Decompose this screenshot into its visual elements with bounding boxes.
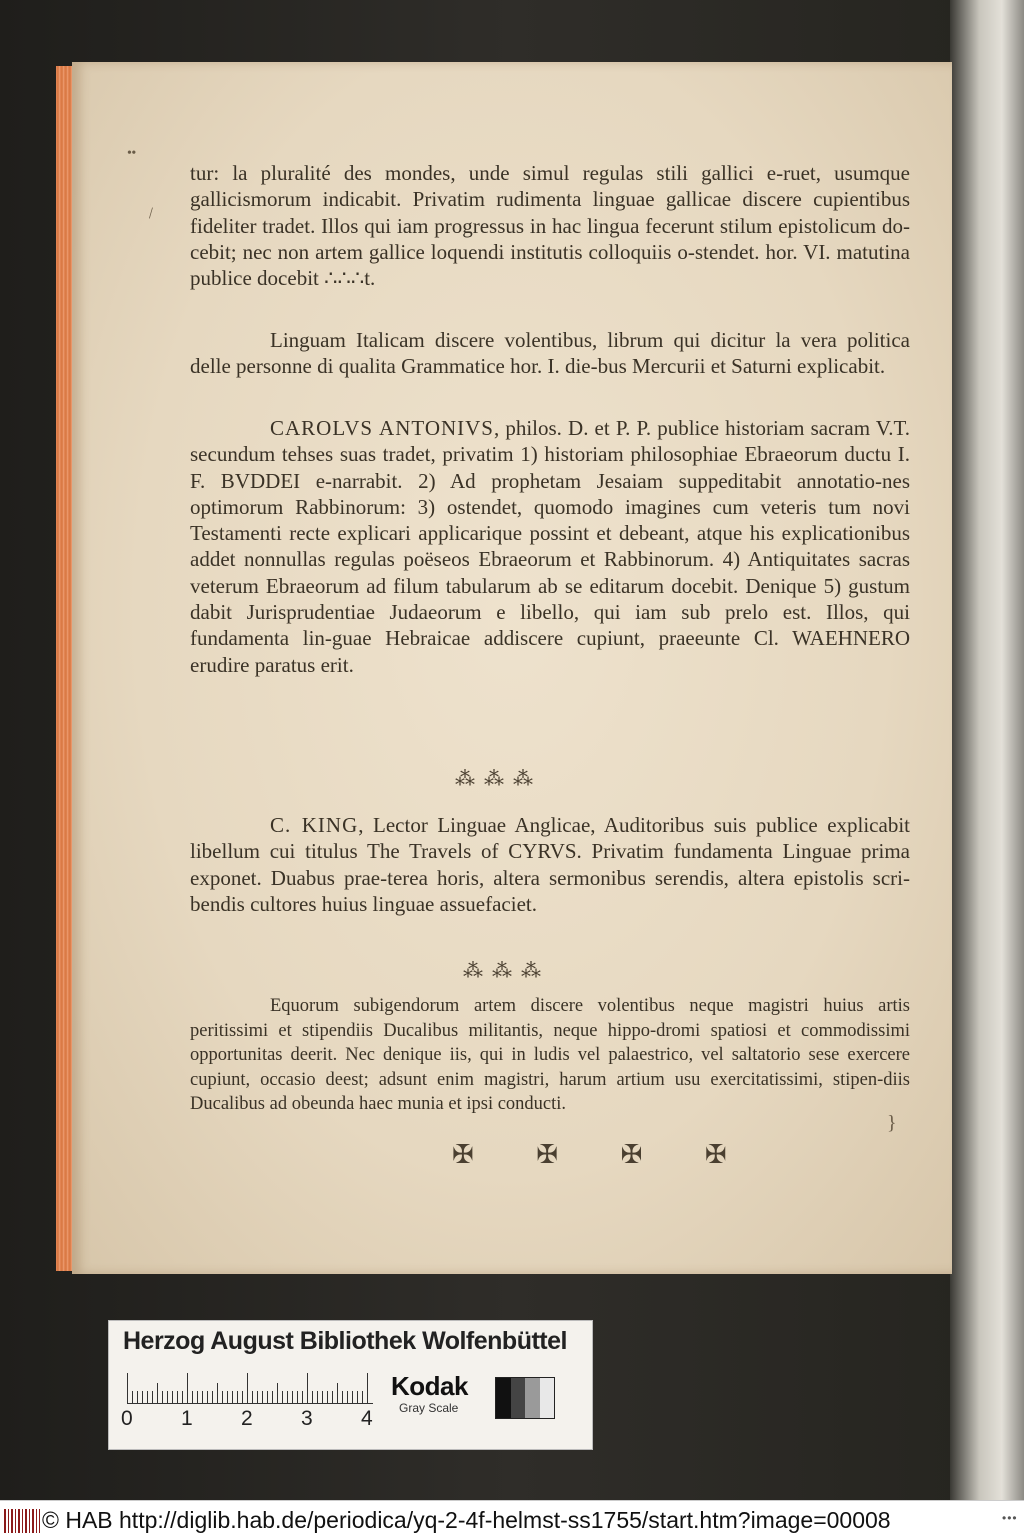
ruler-tick [342, 1391, 343, 1403]
ruler-tick [357, 1391, 358, 1403]
paragraph-king-text: , Lector Linguae Anglicae, Auditoribus suis publice explicabit libellum cui titulus The Travels of CYRVS. Privatim fundamenta Linguae prima exponet. Duabus prae-terea horis, altera sermonibus serendis, altera epistolis scri-bendis cultores huius linguae assuefaciet. [190, 813, 910, 916]
ruler-tick [132, 1391, 133, 1403]
footer-bar [0, 1500, 1024, 1540]
ruler-tick [172, 1391, 173, 1403]
ruler-tick [287, 1391, 288, 1403]
gray-patches [495, 1377, 555, 1419]
ornament-row: ✠ ✠ ✠ ✠ [452, 1140, 755, 1169]
more-dots-icon: ••• [1002, 1511, 1018, 1525]
gray-patch [496, 1378, 511, 1418]
ruler-tick [187, 1373, 188, 1403]
ruler-tick [352, 1391, 353, 1403]
ruler-tick [217, 1383, 218, 1403]
ruler-tick [307, 1373, 308, 1403]
ruler-tick [192, 1391, 193, 1403]
ruler-tick [317, 1391, 318, 1403]
ruler-tick [157, 1383, 158, 1403]
margin-marks: • • [127, 146, 135, 161]
ruler-tick [312, 1391, 313, 1403]
scale-ruler [127, 1371, 373, 1404]
ruler-number: 1 [181, 1407, 193, 1430]
ruler-tick [147, 1391, 148, 1403]
paragraph-antonius-text: , philos. D. et P. P. publice historiam sacram V.T. secundum tehses suas tradet, privatim 1) historiam philosophiae Ebraeorum ductu I. F. BVDDEI e-narrabit. 2) Ad prophetam Jesaiam suppeditabit annotatio-nes optimorum Rabbinorum: 3) ostendet, quomodo imagines cum veteris tum novi Testamenti recte explicari applicarique possint et debeant, atque his explicationibus addet nonnullas regulas poëseos Ebraeorum et Rabbinorum. 4) Antiquitates sacras veterum Ebraeorum ad filum tabularum ab se editarum docebit. Denique 5) gustum dabit Jurisprudentiae Judaeorum e libello, qui iam sub prelo est. Illos, qui fundamenta lin-guae Hebraicae addiscere cupiunt, praeeunte Cl. WAEHNERO erudire paratus erit. [190, 416, 910, 677]
ruler-numbers [121, 1407, 381, 1435]
paragraph-king [190, 812, 910, 917]
gray-patch [511, 1378, 526, 1418]
margin-stroke: \ [143, 205, 158, 222]
gray-patch [540, 1378, 555, 1418]
ruler-tick [262, 1391, 263, 1403]
ruler-tick [362, 1391, 363, 1403]
ruler-tick [222, 1391, 223, 1403]
asterism-divider-1: ⁂ ⁂ ⁂ [455, 768, 535, 790]
ruler-tick [212, 1391, 213, 1403]
ruler-tick [302, 1391, 303, 1403]
ruler-number: 4 [361, 1407, 373, 1430]
hab-logo-icon [4, 1509, 40, 1533]
ruler-tick [152, 1391, 153, 1403]
asterism-divider-2: ⁂ ⁂ ⁂ [463, 960, 543, 982]
ruler-tick [242, 1391, 243, 1403]
ruler-tick [297, 1391, 298, 1403]
ruler-tick [332, 1391, 333, 1403]
ruler-tick [202, 1391, 203, 1403]
ruler-tick [237, 1391, 238, 1403]
ruler-tick [252, 1391, 253, 1403]
ruler-tick [182, 1391, 183, 1403]
margin-bracket: } [887, 1112, 897, 1134]
ruler-tick [327, 1391, 328, 1403]
copyright-url: © HAB http://diglib.hab.de/periodica/yq-2-4f-helmst-ss1755/start.htm?image=00008 [42, 1507, 891, 1533]
ruler-tick [282, 1391, 283, 1403]
ruler-tick [227, 1391, 228, 1403]
ruler-tick [162, 1391, 163, 1403]
kodak-logo: Kodak [391, 1371, 468, 1401]
paragraph-equestrian [190, 994, 910, 1117]
king-name: C. KING [270, 813, 359, 837]
ruler-number: 2 [241, 1407, 253, 1430]
paragraph-italian [190, 327, 910, 380]
ruler-tick [137, 1391, 138, 1403]
ruler-tick [207, 1391, 208, 1403]
ruler-tick [257, 1391, 258, 1403]
ruler-tick [197, 1391, 198, 1403]
paragraph-french [190, 160, 910, 291]
ruler-number: 3 [301, 1407, 313, 1430]
ruler-tick [232, 1391, 233, 1403]
ruler-number: 0 [121, 1407, 133, 1430]
ruler-tick [272, 1391, 273, 1403]
ruler-tick [367, 1373, 368, 1403]
color-target-card [108, 1320, 593, 1450]
antonius-name: CAROLVS ANTONIVS [270, 416, 494, 440]
ruler-tick [167, 1391, 168, 1403]
library-name: Herzog August Bibliothek Wolfenbüttel [123, 1327, 567, 1355]
gray-scale-label: Gray Scale [399, 1401, 459, 1415]
ruler-tick [277, 1383, 278, 1403]
paragraph-italian-text: Linguam Italicam discere volentibus, librum qui dicitur la vera politica delle personne di qualita Grammatice hor. I. die-bus Mercurii et Saturni explicabit. [190, 328, 910, 379]
paragraph-antonius [190, 415, 910, 678]
ruler-tick [292, 1391, 293, 1403]
ruler-tick [127, 1373, 128, 1403]
book-right-edge [950, 0, 1024, 1500]
paragraph-french-text: tur: la pluralité des mondes, unde simul regulas stili gallici e-ruet, usumque gallicismorum indicabit. Privatim rudimenta linguae gallicae discere cupientibus fideliter tradet. Illos qui iam progressus in hac lingua fecerunt stilum epistolicum do-cebit; nec non artem gallice loquendi institutis colloquiis o-stendet. hor. VI. matutina publice docebit ∴∴∴t. [190, 161, 910, 291]
ruler-tick [177, 1391, 178, 1403]
ruler-tick [347, 1391, 348, 1403]
ruler-tick [267, 1391, 268, 1403]
ruler-tick [142, 1391, 143, 1403]
ruler-tick [322, 1391, 323, 1403]
gray-patch [525, 1378, 540, 1418]
ruler-tick [247, 1373, 248, 1403]
paragraph-equestrian-text: Equorum subigendorum artem discere volentibus neque magistri huius artis peritissimi et stipendiis Ducalibus militantis, neque hippo-dromi spatiosi et commodissimi opportunitas deerit. Nec denique iis, qui in ludis vel palaestrico, vel saltatorio sese exercere cupiunt, occasio deest; adsunt enim magistri, harum artium usu exercitatissimi, stipen-diis Ducalibus ad obeunda haec munia et ipsi conducti. [190, 996, 910, 1115]
ruler-tick [337, 1383, 338, 1403]
